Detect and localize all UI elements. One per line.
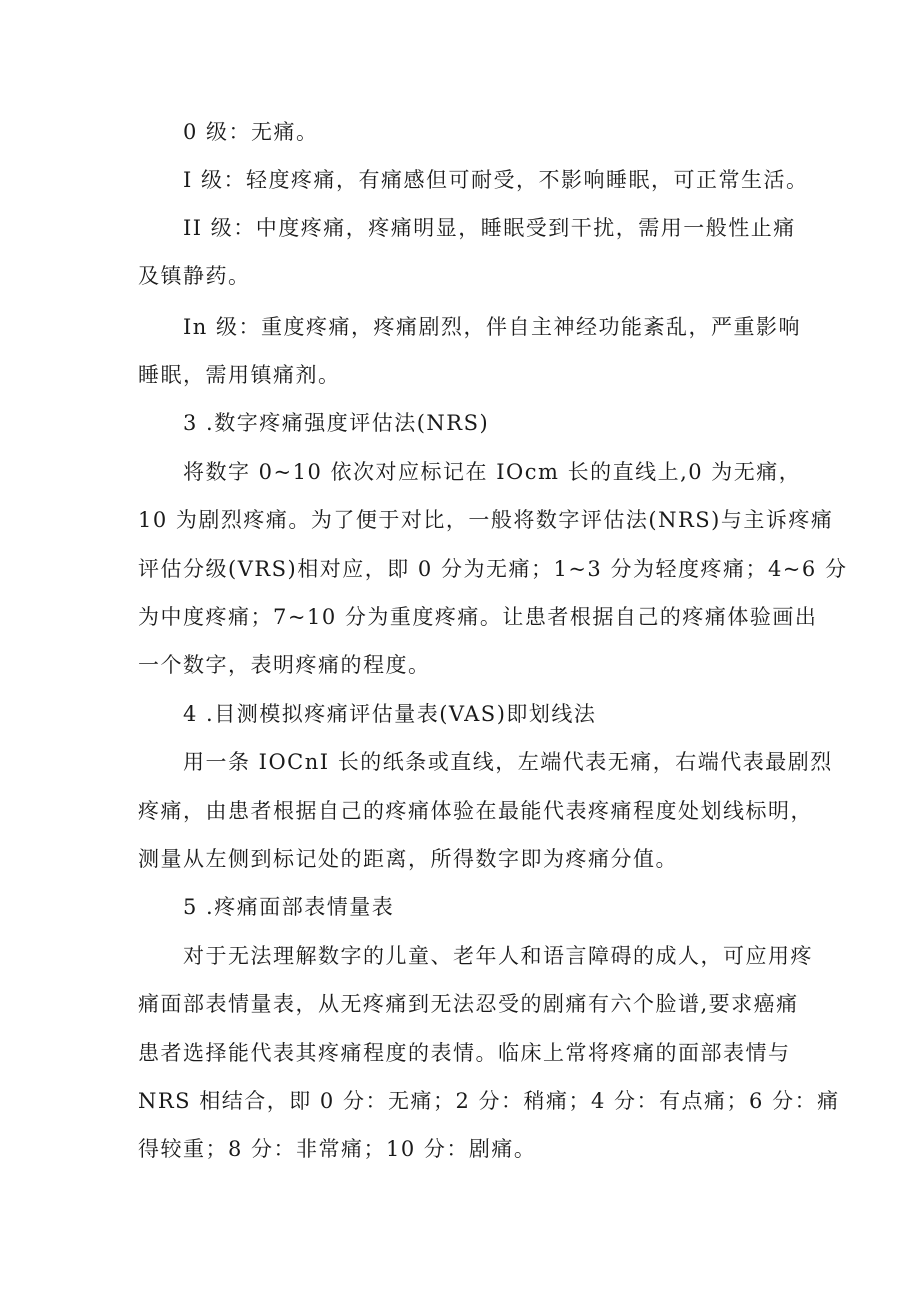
face-scale-paragraph-line: 痛面部表情量表，从无疼痛到无法忍受的剧痛有六个脸谱,要求癌痛 xyxy=(138,992,799,1016)
nrs-paragraph-line: 10 为剧烈疼痛。为了便于对比，一般将数字评估法(NRS)与主诉疼痛 xyxy=(138,508,834,532)
face-scale-paragraph-line: 患者选择能代表其疼痛程度的表情。临床上常将疼痛的面部表情与 xyxy=(138,1041,791,1065)
nrs-paragraph-line: 评估分级(VRS)相对应，即 0 分为无痛；1~3 分为轻度疼痛；4~6 分 xyxy=(138,557,848,581)
grade-0-line: 0 级：无痛。 xyxy=(183,120,319,144)
section-4-heading: 4 .目测模拟疼痛评估量表(VAS)即划线法 xyxy=(183,702,597,726)
section-5-heading: 5 .疼痛面部表情量表 xyxy=(183,895,395,919)
vas-paragraph-line: 测量从左侧到标记处的距离，所得数字即为疼痛分值。 xyxy=(138,847,678,871)
nrs-paragraph-line: 一个数字，表明疼痛的程度。 xyxy=(138,653,431,677)
face-scale-paragraph-line: 得较重；8 分：非常痛；10 分：剧痛。 xyxy=(138,1137,537,1161)
grade-2-line: II 级：中度疼痛，疼痛明显，睡眠受到干扰，需用一般性止痛 xyxy=(183,216,796,240)
grade-2-line-cont: 及镇静药。 xyxy=(138,264,251,288)
vas-paragraph-line: 用一条 IOCnI 长的纸条或直线，左端代表无痛，右端代表最剧烈 xyxy=(183,750,833,774)
vas-paragraph-line: 疼痛，由患者根据自己的疼痛体验在最能代表疼痛程度处划线标明， xyxy=(138,799,813,823)
grade-3-line: In 级：重度疼痛，疼痛剧烈，伴自主神经功能紊乱，严重影响 xyxy=(183,315,801,339)
grade-1-line: I 级：轻度疼痛，有痛感但可耐受，不影响睡眠，可正常生活。 xyxy=(183,168,809,192)
face-scale-paragraph-line: 对于无法理解数字的儿童、老年人和语言障碍的成人，可应用疼 xyxy=(183,944,813,968)
nrs-paragraph-line: 为中度疼痛；7~10 分为重度疼痛。让患者根据自己的疼痛体验画出 xyxy=(138,605,818,629)
face-scale-paragraph-line: NRS 相结合，即 0 分：无痛；2 分：稍痛；4 分：有点痛；6 分：痛 xyxy=(138,1089,840,1113)
grade-3-line-cont: 睡眠，需用镇痛剂。 xyxy=(138,363,341,387)
section-3-heading: 3 .数字疼痛强度评估法(NRS) xyxy=(183,411,490,435)
nrs-paragraph-line: 将数字 0~10 依次对应标记在 IOcm 长的直线上,0 为无痛， xyxy=(183,460,802,484)
